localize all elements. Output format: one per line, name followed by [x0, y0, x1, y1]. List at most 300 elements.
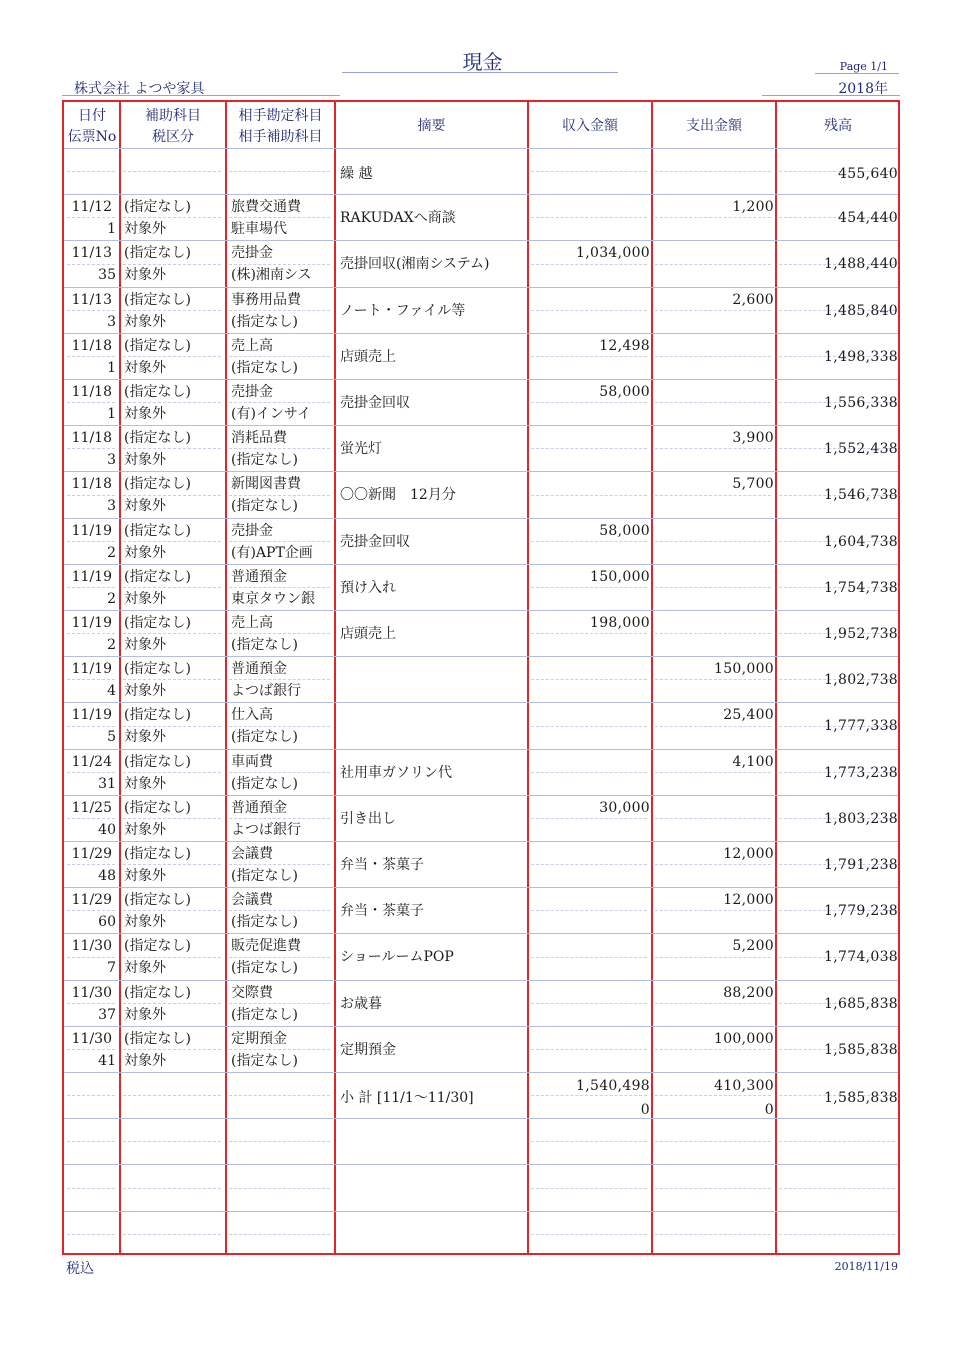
- carryover-balance: 455,640: [838, 166, 898, 182]
- tax-class: 対象外: [124, 313, 166, 330]
- counter-account: 売上高: [231, 337, 273, 354]
- row-midline: [229, 171, 330, 172]
- header-date-label: 日付: [78, 108, 106, 124]
- counter-sub-account: (指定なし): [231, 914, 298, 931]
- row-midline: [655, 310, 771, 311]
- expense-amount: 5,700: [732, 476, 774, 493]
- income-amount: 12,498: [599, 337, 650, 354]
- row-midline: [655, 1141, 771, 1142]
- sub-account: (指定なし): [124, 476, 191, 493]
- subtotal-balance: 1,585,838: [824, 1090, 898, 1106]
- header-expense: 支出金額: [686, 118, 742, 134]
- entry-date: 11/18: [71, 384, 112, 400]
- expense-amount: 4,100: [732, 753, 774, 770]
- row-midline: [655, 1049, 771, 1050]
- entry-date: 11/18: [71, 430, 112, 447]
- sub-account: (指定なし): [124, 984, 191, 1001]
- row-midline: [531, 1141, 647, 1142]
- tax-class: 対象外: [124, 683, 166, 700]
- row-midline: [229, 910, 330, 911]
- row-divider: [64, 148, 898, 149]
- balance-amount: 1,498,338: [824, 348, 898, 365]
- row-divider: [64, 1164, 898, 1165]
- entry-description: 売掛金回収: [340, 533, 410, 550]
- row-midline: [655, 633, 771, 634]
- entry-description: 弁当・茶菓子: [340, 903, 424, 920]
- balance-amount: 1,754,738: [824, 579, 898, 596]
- counter-account: 売掛金: [231, 522, 273, 539]
- counter-account: 売掛金: [231, 384, 273, 400]
- row-midline: [67, 818, 115, 819]
- row-midline: [531, 957, 647, 958]
- row-midline: [67, 679, 115, 680]
- row-divider: [64, 240, 898, 241]
- balance-amount: 1,685,838: [824, 995, 898, 1012]
- voucher-number: 37: [98, 1006, 116, 1023]
- row-midline: [123, 910, 221, 911]
- row-midline: [123, 1095, 221, 1096]
- subtotal-expense: 410,300: [714, 1078, 774, 1094]
- income-amount: 58,000: [599, 522, 650, 539]
- cash-ledger-table: [62, 100, 900, 1255]
- voucher-number: 5: [107, 729, 116, 746]
- entry-description: 店頭売上: [340, 626, 396, 642]
- row-midline: [229, 1141, 330, 1142]
- entry-date: 11/19: [71, 661, 112, 678]
- row-midline: [531, 402, 647, 403]
- row-midline: [67, 448, 115, 449]
- page-number: Page 1/1: [839, 60, 888, 73]
- row-midline: [655, 264, 771, 265]
- sub-account: (指定なし): [124, 846, 191, 862]
- row-midline: [67, 171, 115, 172]
- entry-date: 11/19: [71, 522, 112, 539]
- row-midline: [779, 1141, 895, 1142]
- expense-amount: 100,000: [714, 1030, 774, 1047]
- counter-account: 旅費交通費: [231, 199, 301, 216]
- counter-sub-account: よつば銀行: [231, 821, 301, 838]
- entry-date: 11/29: [71, 846, 112, 862]
- sub-account: (指定なし): [124, 661, 191, 678]
- tax-class: 対象外: [124, 544, 166, 561]
- voucher-number: 1: [107, 221, 116, 238]
- row-midline: [531, 772, 647, 773]
- row-midline: [655, 679, 771, 680]
- row-midline: [123, 1234, 221, 1235]
- row-divider: [64, 1211, 898, 1212]
- counter-account: 普通預金: [231, 568, 287, 585]
- tax-class: 対象外: [124, 821, 166, 838]
- row-midline: [123, 864, 221, 865]
- row-midline: [123, 633, 221, 634]
- row-midline: [531, 818, 647, 819]
- row-midline: [123, 495, 221, 496]
- entry-description: 定期預金: [340, 1041, 396, 1058]
- company-underline: [62, 95, 340, 96]
- voucher-number: 4: [107, 683, 116, 700]
- entry-date: 11/19: [71, 707, 112, 724]
- row-midline: [123, 264, 221, 265]
- sub-account: (指定なし): [124, 1030, 191, 1047]
- expense-amount: 1,200: [732, 199, 774, 216]
- counter-sub-account: よつば銀行: [231, 683, 301, 700]
- row-midline: [655, 772, 771, 773]
- voucher-number: 3: [107, 498, 116, 515]
- row-midline: [531, 541, 647, 542]
- voucher-number: 40: [98, 821, 116, 838]
- row-divider: [64, 795, 898, 796]
- row-midline: [531, 217, 647, 218]
- row-divider: [64, 1026, 898, 1027]
- row-midline: [655, 1234, 771, 1235]
- entry-date: 11/13: [71, 291, 112, 308]
- row-midline: [67, 726, 115, 727]
- entry-date: 11/12: [71, 199, 112, 216]
- row-divider: [64, 194, 898, 195]
- sub-account: (指定なし): [124, 707, 191, 724]
- voucher-number: 60: [98, 914, 116, 931]
- subtotal-label: 小 計 [11/1～11/30]: [340, 1090, 474, 1106]
- voucher-number: 41: [98, 1052, 116, 1069]
- tax-class: 対象外: [124, 498, 166, 515]
- entry-description: お歳暮: [340, 995, 382, 1012]
- voucher-number: 1: [107, 406, 116, 422]
- counter-sub-account: 駐車場代: [231, 221, 287, 238]
- header-counter-account-label: 相手勘定科目: [238, 108, 323, 124]
- entry-date: 11/30: [71, 1030, 112, 1047]
- sub-account: (指定なし): [124, 291, 191, 308]
- row-divider: [64, 1072, 898, 1073]
- balance-amount: 1,802,738: [824, 672, 898, 689]
- expense-amount: 5,200: [732, 938, 774, 955]
- row-midline: [531, 448, 647, 449]
- row-midline: [123, 679, 221, 680]
- row-midline: [655, 402, 771, 403]
- row-midline: [123, 541, 221, 542]
- page-number-underline: [815, 73, 899, 74]
- balance-amount: 1,779,238: [824, 903, 898, 920]
- row-midline: [67, 1188, 115, 1189]
- row-midline: [229, 772, 330, 773]
- sub-account: (指定なし): [124, 199, 191, 216]
- counter-account: 交際費: [231, 984, 273, 1001]
- entry-date: 11/19: [71, 568, 112, 585]
- entry-date: 11/19: [71, 615, 112, 631]
- balance-amount: 1,773,238: [824, 764, 898, 781]
- header-sub-account: [120, 106, 226, 148]
- row-midline: [123, 402, 221, 403]
- row-midline: [531, 356, 647, 357]
- row-midline: [67, 1095, 115, 1096]
- title-underline: [342, 72, 618, 73]
- column-divider: [225, 102, 227, 1253]
- row-midline: [67, 1003, 115, 1004]
- row-divider: [64, 656, 898, 657]
- row-midline: [229, 1188, 330, 1189]
- header-counter-account: [226, 106, 335, 148]
- tax-mode-label: 税込: [66, 1261, 94, 1277]
- row-divider: [64, 702, 898, 703]
- header-date: [64, 106, 120, 148]
- row-divider: [64, 610, 898, 611]
- row-midline: [531, 726, 647, 727]
- counter-sub-account: (指定なし): [231, 637, 298, 653]
- row-midline: [123, 1049, 221, 1050]
- voucher-number: 1: [107, 359, 116, 376]
- entry-description: 売掛金回収: [340, 395, 410, 411]
- counter-sub-account: (株)湘南シス: [231, 267, 312, 284]
- expense-amount: 12,000: [723, 892, 774, 909]
- row-midline: [229, 1095, 330, 1096]
- balance-amount: 1,777,338: [824, 718, 898, 735]
- balance-amount: 1,791,238: [824, 857, 898, 873]
- entry-date: 11/29: [71, 892, 112, 909]
- counter-account: 売掛金: [231, 245, 273, 262]
- income-amount: 30,000: [599, 799, 650, 816]
- expense-amount: 150,000: [714, 661, 774, 678]
- row-divider: [64, 518, 898, 519]
- entry-description: 蛍光灯: [340, 441, 382, 458]
- voucher-number: 2: [107, 544, 116, 561]
- row-midline: [531, 910, 647, 911]
- counter-account: 会議費: [231, 892, 273, 909]
- column-divider: [119, 102, 121, 1253]
- entry-description: ノート・ファイル等: [340, 302, 466, 319]
- row-midline: [531, 1049, 647, 1050]
- entry-description: 売掛回収(湘南システム): [340, 256, 490, 273]
- tax-class: 対象外: [124, 452, 166, 469]
- row-midline: [655, 495, 771, 496]
- row-divider: [64, 379, 898, 380]
- entry-description: 弁当・茶菓子: [340, 857, 424, 873]
- row-midline: [229, 587, 330, 588]
- counter-sub-account: (指定なし): [231, 775, 298, 792]
- entry-date: 11/18: [71, 476, 112, 493]
- counter-sub-account: (指定なし): [231, 452, 298, 469]
- row-midline: [531, 1188, 647, 1189]
- tax-class: 対象外: [124, 267, 166, 284]
- income-amount: 198,000: [590, 615, 650, 631]
- row-midline: [123, 356, 221, 357]
- expense-amount: 25,400: [723, 707, 774, 724]
- row-midline: [67, 264, 115, 265]
- balance-amount: 1,774,038: [824, 949, 898, 966]
- counter-account: 消耗品費: [231, 430, 287, 447]
- page-title: 現金: [462, 50, 503, 74]
- entry-description: 預け入れ: [340, 579, 396, 596]
- row-divider: [64, 287, 898, 288]
- tax-class: 対象外: [124, 590, 166, 607]
- row-midline: [779, 1234, 895, 1235]
- voucher-number: 48: [98, 868, 116, 884]
- row-midline: [229, 957, 330, 958]
- header-counter-sub-label: 相手補助科目: [238, 129, 323, 145]
- row-midline: [123, 1188, 221, 1189]
- voucher-number: 7: [107, 960, 116, 977]
- subtotal-income-second: 0: [640, 1102, 650, 1118]
- header-tax-class-label: 税区分: [152, 129, 194, 145]
- header-income: 収入金額: [562, 118, 618, 134]
- row-midline: [655, 957, 771, 958]
- income-amount: 150,000: [590, 568, 650, 585]
- row-midline: [229, 679, 330, 680]
- row-midline: [531, 495, 647, 496]
- column-divider: [334, 102, 336, 1253]
- entry-date: 11/13: [71, 245, 112, 262]
- row-midline: [123, 587, 221, 588]
- row-midline: [655, 587, 771, 588]
- row-midline: [229, 541, 330, 542]
- tax-class: 対象外: [124, 1052, 166, 1069]
- row-midline: [655, 171, 771, 172]
- expense-amount: 88,200: [723, 984, 774, 1001]
- row-midline: [67, 957, 115, 958]
- row-midline: [67, 633, 115, 634]
- tax-class: 対象外: [124, 359, 166, 376]
- counter-account: 事務用品費: [231, 291, 301, 308]
- row-midline: [67, 310, 115, 311]
- sub-account: (指定なし): [124, 938, 191, 955]
- row-midline: [229, 448, 330, 449]
- row-midline: [229, 356, 330, 357]
- counter-sub-account: (有)インサイ: [231, 406, 311, 422]
- row-divider: [64, 980, 898, 981]
- entry-description: 〇〇新聞 12月分: [340, 487, 456, 504]
- header-balance: 残高: [824, 118, 852, 134]
- row-midline: [229, 402, 330, 403]
- row-midline: [123, 1003, 221, 1004]
- tax-class: 対象外: [124, 1006, 166, 1023]
- subtotal-expense-second: 0: [764, 1102, 774, 1118]
- row-midline: [531, 171, 647, 172]
- balance-amount: 454,440: [838, 210, 898, 227]
- row-midline: [67, 1141, 115, 1142]
- row-midline: [779, 1188, 895, 1189]
- row-midline: [123, 957, 221, 958]
- row-midline: [655, 726, 771, 727]
- row-midline: [67, 356, 115, 357]
- sub-account: (指定なし): [124, 799, 191, 816]
- row-midline: [229, 726, 330, 727]
- row-midline: [123, 448, 221, 449]
- counter-sub-account: (指定なし): [231, 359, 298, 376]
- row-midline: [123, 1141, 221, 1142]
- row-midline: [67, 864, 115, 865]
- tax-class: 対象外: [124, 221, 166, 238]
- row-midline: [123, 217, 221, 218]
- row-midline: [123, 310, 221, 311]
- balance-amount: 1,585,838: [824, 1041, 898, 1058]
- row-divider: [64, 564, 898, 565]
- entry-description: 店頭売上: [340, 348, 396, 365]
- counter-sub-account: (指定なし): [231, 313, 298, 330]
- row-midline: [229, 1003, 330, 1004]
- row-midline: [67, 772, 115, 773]
- tax-class: 対象外: [124, 637, 166, 653]
- counter-sub-account: (有)APT企画: [231, 544, 313, 561]
- balance-amount: 1,485,840: [824, 302, 898, 319]
- row-midline: [531, 264, 647, 265]
- sub-account: (指定なし): [124, 245, 191, 262]
- counter-sub-account: (指定なし): [231, 1052, 298, 1069]
- row-midline: [229, 818, 330, 819]
- sub-account: (指定なし): [124, 522, 191, 539]
- row-midline: [229, 864, 330, 865]
- row-midline: [655, 910, 771, 911]
- row-midline: [67, 1234, 115, 1235]
- voucher-number: 2: [107, 590, 116, 607]
- row-midline: [655, 864, 771, 865]
- counter-account: 普通預金: [231, 799, 287, 816]
- row-midline: [229, 1049, 330, 1050]
- row-midline: [67, 495, 115, 496]
- row-divider: [64, 841, 898, 842]
- sub-account: (指定なし): [124, 384, 191, 400]
- entry-description: ショールームPOP: [340, 949, 454, 966]
- entry-description: RAKUDAXへ商談: [340, 210, 456, 227]
- row-midline: [531, 1003, 647, 1004]
- row-midline: [229, 217, 330, 218]
- income-amount: 58,000: [599, 384, 650, 400]
- header-sub-account-label: 補助科目: [145, 108, 201, 124]
- row-midline: [655, 818, 771, 819]
- row-midline: [123, 772, 221, 773]
- row-midline: [229, 633, 330, 634]
- voucher-number: 3: [107, 313, 116, 330]
- row-midline: [531, 310, 647, 311]
- tax-class: 対象外: [124, 775, 166, 792]
- row-midline: [531, 1095, 647, 1096]
- counter-account: 売上高: [231, 615, 273, 631]
- sub-account: (指定なし): [124, 430, 191, 447]
- sub-account: (指定なし): [124, 753, 191, 770]
- balance-amount: 1,552,438: [824, 441, 898, 458]
- print-date: 2018/11/19: [834, 1260, 898, 1273]
- row-midline: [67, 910, 115, 911]
- entry-date: 11/18: [71, 337, 112, 354]
- subtotal-income: 1,540,498: [576, 1078, 650, 1094]
- year-underline: [762, 95, 900, 96]
- entry-date: 11/30: [71, 938, 112, 955]
- row-midline: [123, 818, 221, 819]
- row-midline: [655, 1188, 771, 1189]
- row-midline: [229, 264, 330, 265]
- balance-amount: 1,952,738: [824, 626, 898, 642]
- row-divider: [64, 471, 898, 472]
- row-midline: [655, 217, 771, 218]
- counter-sub-account: (指定なし): [231, 868, 298, 884]
- row-midline: [229, 310, 330, 311]
- voucher-number: 3: [107, 452, 116, 469]
- fiscal-year: 2018年: [838, 81, 888, 97]
- row-midline: [229, 1234, 330, 1235]
- balance-amount: 1,488,440: [824, 256, 898, 273]
- counter-account: 新聞図書費: [231, 476, 301, 493]
- voucher-number: 2: [107, 637, 116, 653]
- counter-account: 定期預金: [231, 1030, 287, 1047]
- row-midline: [67, 402, 115, 403]
- row-divider: [64, 333, 898, 334]
- tax-class: 対象外: [124, 868, 166, 884]
- counter-sub-account: 東京タウン銀: [231, 590, 315, 607]
- expense-amount: 3,900: [732, 430, 774, 447]
- counter-sub-account: (指定なし): [231, 729, 298, 746]
- counter-sub-account: (指定なし): [231, 1006, 298, 1023]
- sub-account: (指定なし): [124, 337, 191, 354]
- entry-date: 11/25: [71, 799, 112, 816]
- row-midline: [531, 864, 647, 865]
- counter-account: 車両費: [231, 753, 273, 770]
